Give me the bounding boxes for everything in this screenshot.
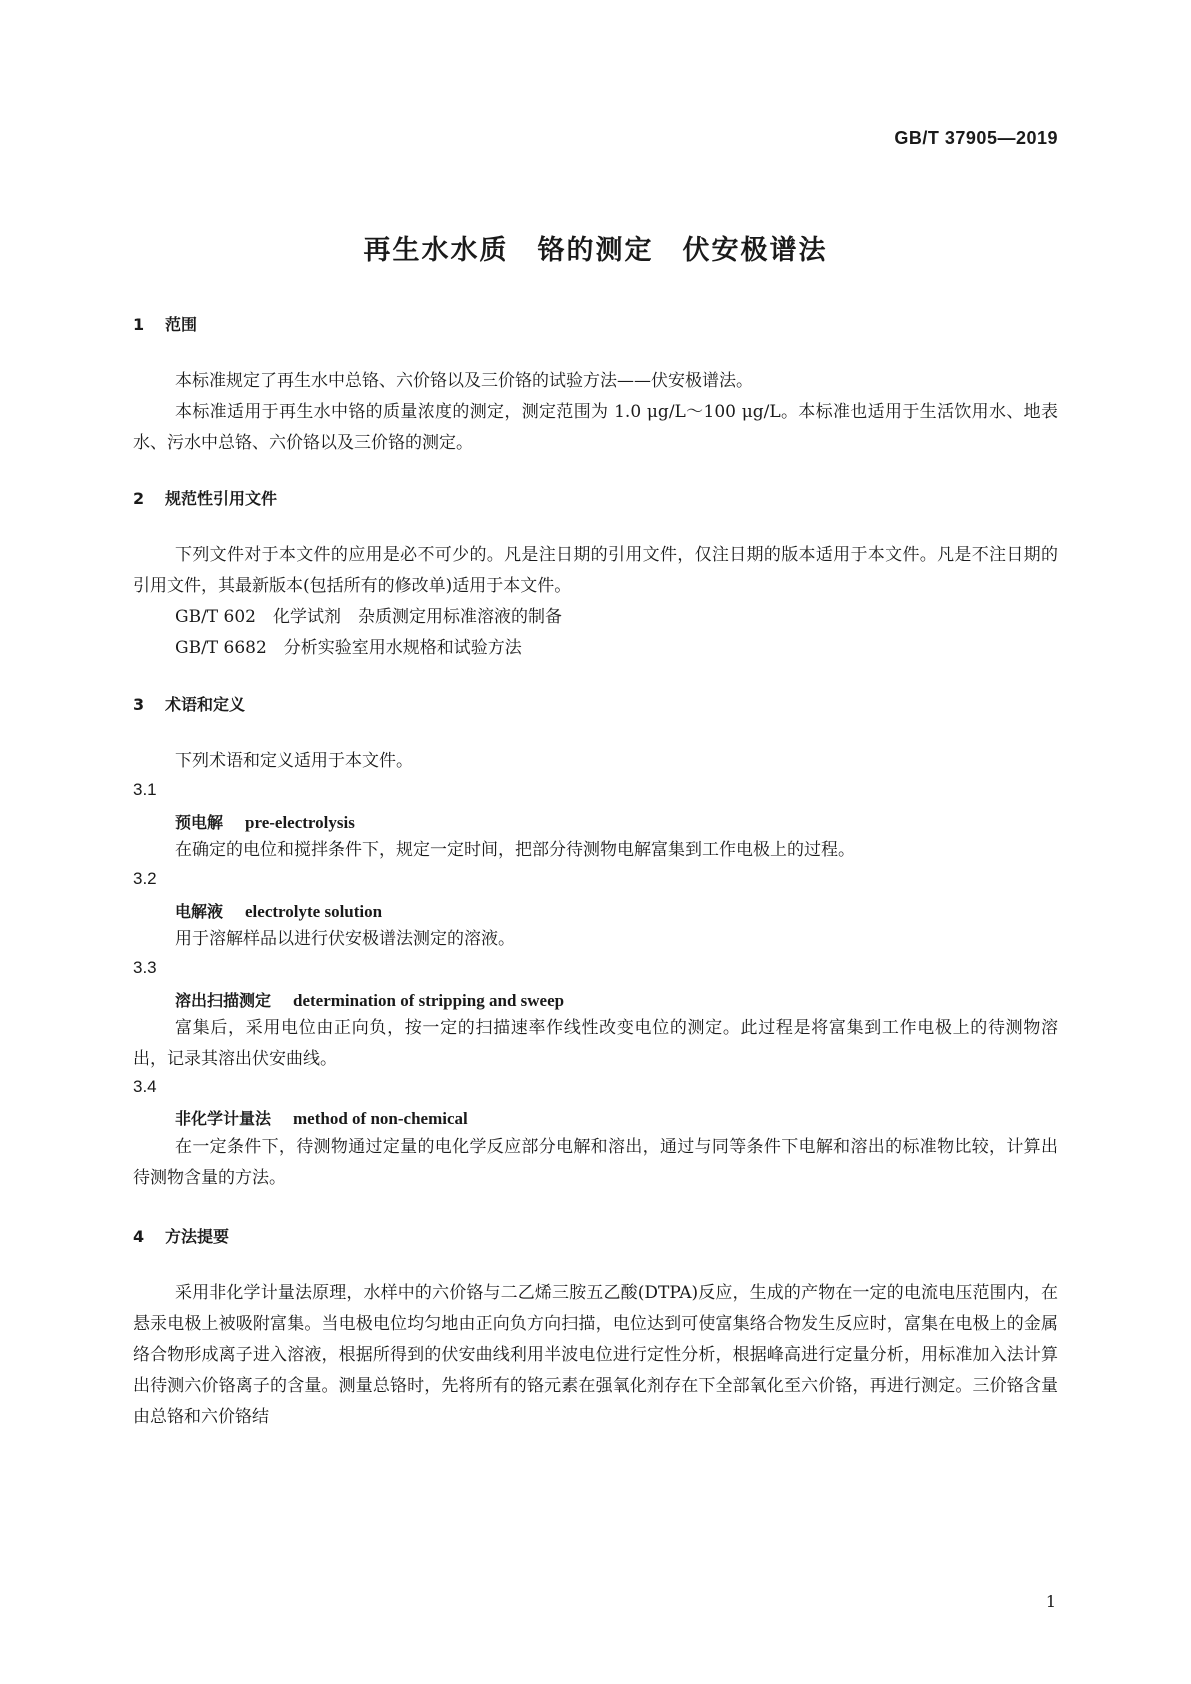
section-1-paragraph-1: 本标准规定了再生水中总铬、六价铬以及三价铬的试验方法——伏安极谱法。: [175, 371, 753, 391]
section-3-paragraph-1: 下列术语和定义适用于本文件。: [175, 751, 413, 771]
section-1-paragraph-2: 本标准适用于再生水中铬的质量浓度的测定，测定范围为 1.0 μg/L～100 μg/L。本标准也适用于生活饮用水、地表水、污水中总铬、六价铬以及三价铬的测定。: [133, 402, 1058, 453]
section-3-heading: [133, 692, 245, 715]
term-name-en: determination of stripping and sweep: [293, 991, 565, 1010]
section-4-paragraph-1: 采用非化学计量法原理，水样中的六价铬与二乙烯三胺五乙酸(DTPA)反应，生成的产物在一定的电流电压范围内，在悬汞电极上被吸附富集。当电极电位均匀地由正向负方向扫描，电位达到可使富集络合物发生反应时，富集在电极上的金属络合物形成离子进入溶液，根据所得到的伏安曲线利用半波电位进行定性分析，根据峰高进行定量分析，用标准加入法计算出待测六价铬离子的含量。测量总铬时，先将所有的铬元素在强氧化剂存在下全部氧化至六价铬，再进行测定。三价铬含量由总铬和六价铬结: [133, 1283, 1058, 1427]
section-number: 4: [133, 1227, 145, 1246]
term-heading: [175, 988, 564, 1011]
section-2-paragraph-1: 下列文件对于本文件的应用是必不可少的。凡是注日期的引用文件，仅注日期的版本适用于本文件。凡是不注日期的引用文件，其最新版本(包括所有的修改单)适用于本文件。: [133, 545, 1058, 596]
standard-code: GB/T 37905—2019: [894, 128, 1058, 148]
section-4-heading: [133, 1224, 229, 1247]
section-1-heading: [133, 312, 197, 335]
term-number: 3.1: [133, 780, 157, 799]
normative-reference-1: GB/T 602 化学试剂 杂质测定用标准溶液的制备: [175, 607, 562, 627]
term-name-en: method of non-chemical: [293, 1109, 468, 1128]
term-heading: [175, 1106, 468, 1129]
term-heading: [175, 810, 355, 833]
document-title: 再生水水质 铬的测定 伏安极谱法: [363, 235, 828, 266]
term-number: 3.3: [133, 958, 157, 977]
term-name-zh: 溶出扫描测定: [175, 991, 272, 1010]
term-definition: 富集后，采用电位由正向负，按一定的扫描速率作线性改变电位的测定。此过程是将富集到工作电极上的待测物溶出，记录其溶出伏安曲线。: [133, 1018, 1058, 1069]
term-name-en: electrolyte solution: [245, 902, 383, 921]
term-name-zh: 非化学计量法: [175, 1109, 272, 1128]
section-number: 3: [133, 695, 145, 714]
term-number: 3.4: [133, 1077, 157, 1096]
section-number: 1: [133, 315, 145, 334]
term-definition: 在确定的电位和搅拌条件下，规定一定时间，把部分待测物电解富集到工作电极上的过程。: [175, 840, 855, 860]
section-title: 方法提要: [165, 1227, 230, 1246]
section-number: 2: [133, 489, 145, 508]
section-2-heading: [133, 486, 277, 509]
term-name-en: pre-electrolysis: [245, 813, 355, 832]
term-number: 3.2: [133, 869, 157, 888]
normative-reference-2: GB/T 6682 分析实验室用水规格和试验方法: [175, 638, 522, 658]
section-title: 规范性引用文件: [165, 489, 278, 508]
term-heading: [175, 899, 382, 922]
section-title: 范围: [165, 315, 198, 334]
term-definition: 用于溶解样品以进行伏安极谱法测定的溶液。: [175, 929, 515, 949]
page-number: 1: [1045, 1592, 1056, 1611]
term-name-zh: 电解液: [175, 902, 224, 921]
term-definition: 在一定条件下，待测物通过定量的电化学反应部分电解和溶出，通过与同等条件下电解和溶出的标准物比较，计算出待测物含量的方法。: [133, 1137, 1058, 1188]
section-title: 术语和定义: [165, 695, 246, 714]
term-name-zh: 预电解: [175, 813, 224, 832]
